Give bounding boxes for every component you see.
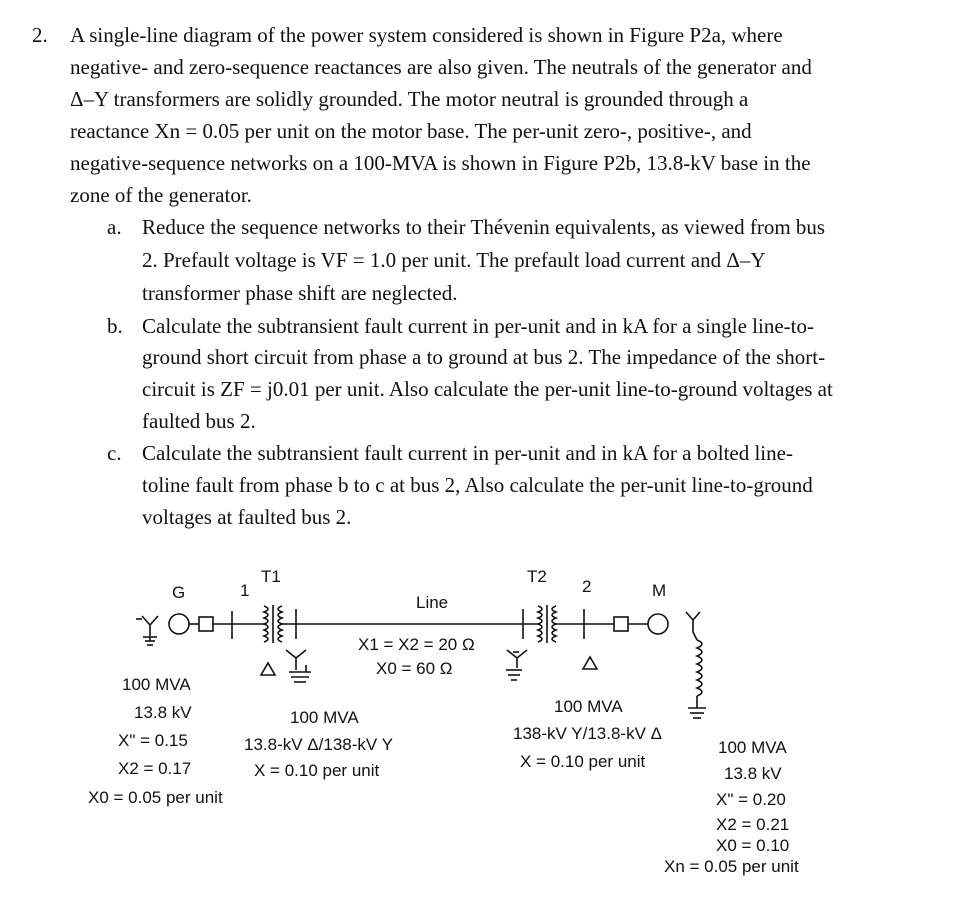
motor-spec: X0 = 0.10 [716,836,790,855]
intro-line: A single-line diagram of the power system considered is shown in Figure P2a, where [70,23,783,47]
line-label: Line [416,593,449,612]
motor-spec: 100 MVA [718,738,787,757]
part-b-line: ground short circuit from phase a to ground at bus 2. The impedance of the short- [142,345,826,369]
part-c-line: voltages at faulted bus 2. [142,505,352,529]
t1-spec: X = 0.10 per unit [254,761,380,780]
line-x12: X1 = X2 = 20 Ω [358,635,475,654]
part-a-line: transformer phase shift are neglected. [142,281,458,305]
motor-spec: 13.8 kV [724,764,782,783]
t2-label: T2 [527,567,547,586]
motor-spec: Xn = 0.05 per unit [664,857,799,876]
intro-line: negative- and zero-sequence reactances are also given. The neutrals of the generator and [70,55,812,79]
t1-delta-symbol [261,663,275,675]
motor-neutral-reactance [686,612,706,718]
gen-spec: 100 MVA [122,675,191,694]
motor-symbol [648,614,668,634]
part-b-label: b. [107,314,123,338]
part-c-label: c. [107,441,122,465]
t2-spec: 100 MVA [554,697,623,716]
t2-wye-ground-symbol [506,650,527,680]
part-a-label: a. [107,215,122,239]
motor-spec: X" = 0.20 [716,790,786,809]
intro-line: reactance Xn = 0.05 per unit on the motor base. The per-unit zero-, positive-, and [70,119,752,143]
t2-delta-symbol [583,657,597,669]
motor-spec: X2 = 0.21 [716,815,790,834]
t1-spec: 13.8-kV Δ/138-kV Y [244,735,394,754]
t1-transformer-symbol [264,605,282,643]
gen-spec: X0 = 0.05 per unit [88,788,223,807]
motor-breaker [614,617,628,631]
gen-label: G [172,583,186,602]
gen-ground-symbol [136,616,158,645]
intro-line: Δ–Y transformers are solidly grounded. The motor neutral is grounded through a [70,87,749,111]
gen-spec: X" = 0.15 [118,731,188,750]
part-b-line: circuit is ZF = j0.01 per unit. Also calculate the per-unit line-to-ground voltages at [142,377,833,401]
part-b-line: faulted bus 2. [142,409,256,433]
t2-spec: 138-kV Y/13.8-kV Δ [513,724,663,743]
gen-spec: 13.8 kV [134,703,192,722]
bus-1-label: 1 [240,581,250,600]
bus-2-label: 2 [582,577,592,596]
intro-line: negative-sequence networks on a 100-MVA is shown in Figure P2b, 13.8-kV base in the [70,151,811,175]
t1-spec: 100 MVA [290,708,359,727]
intro-line: zone of the generator. [70,183,252,207]
part-c-line: toline fault from phase b to c at bus 2, Also calculate the per-unit line-to-ground [142,473,813,497]
gen-breaker [199,617,213,631]
line-x0: X0 = 60 Ω [376,659,453,678]
t1-wye-ground-symbol [286,650,311,682]
t2-spec: X = 0.10 per unit [520,752,646,771]
problem-number: 2. [32,23,48,47]
part-a-line: 2. Prefault voltage is VF = 1.0 per unit. The prefault load current and Δ–Y [142,248,766,272]
t1-label: T1 [261,567,281,586]
motor-label: M [652,581,667,600]
t2-transformer-symbol [538,605,556,643]
part-b-line: Calculate the subtransient fault current in per-unit and in kA for a single line-to- [142,314,814,338]
part-c-line: Calculate the subtransient fault current in per-unit and in kA for a bolted line- [142,441,793,465]
gen-spec: X2 = 0.17 [118,759,192,778]
generator-symbol [169,614,189,634]
part-a-line: Reduce the sequence networks to their Thévenin equivalents, as viewed from bus [142,215,826,239]
